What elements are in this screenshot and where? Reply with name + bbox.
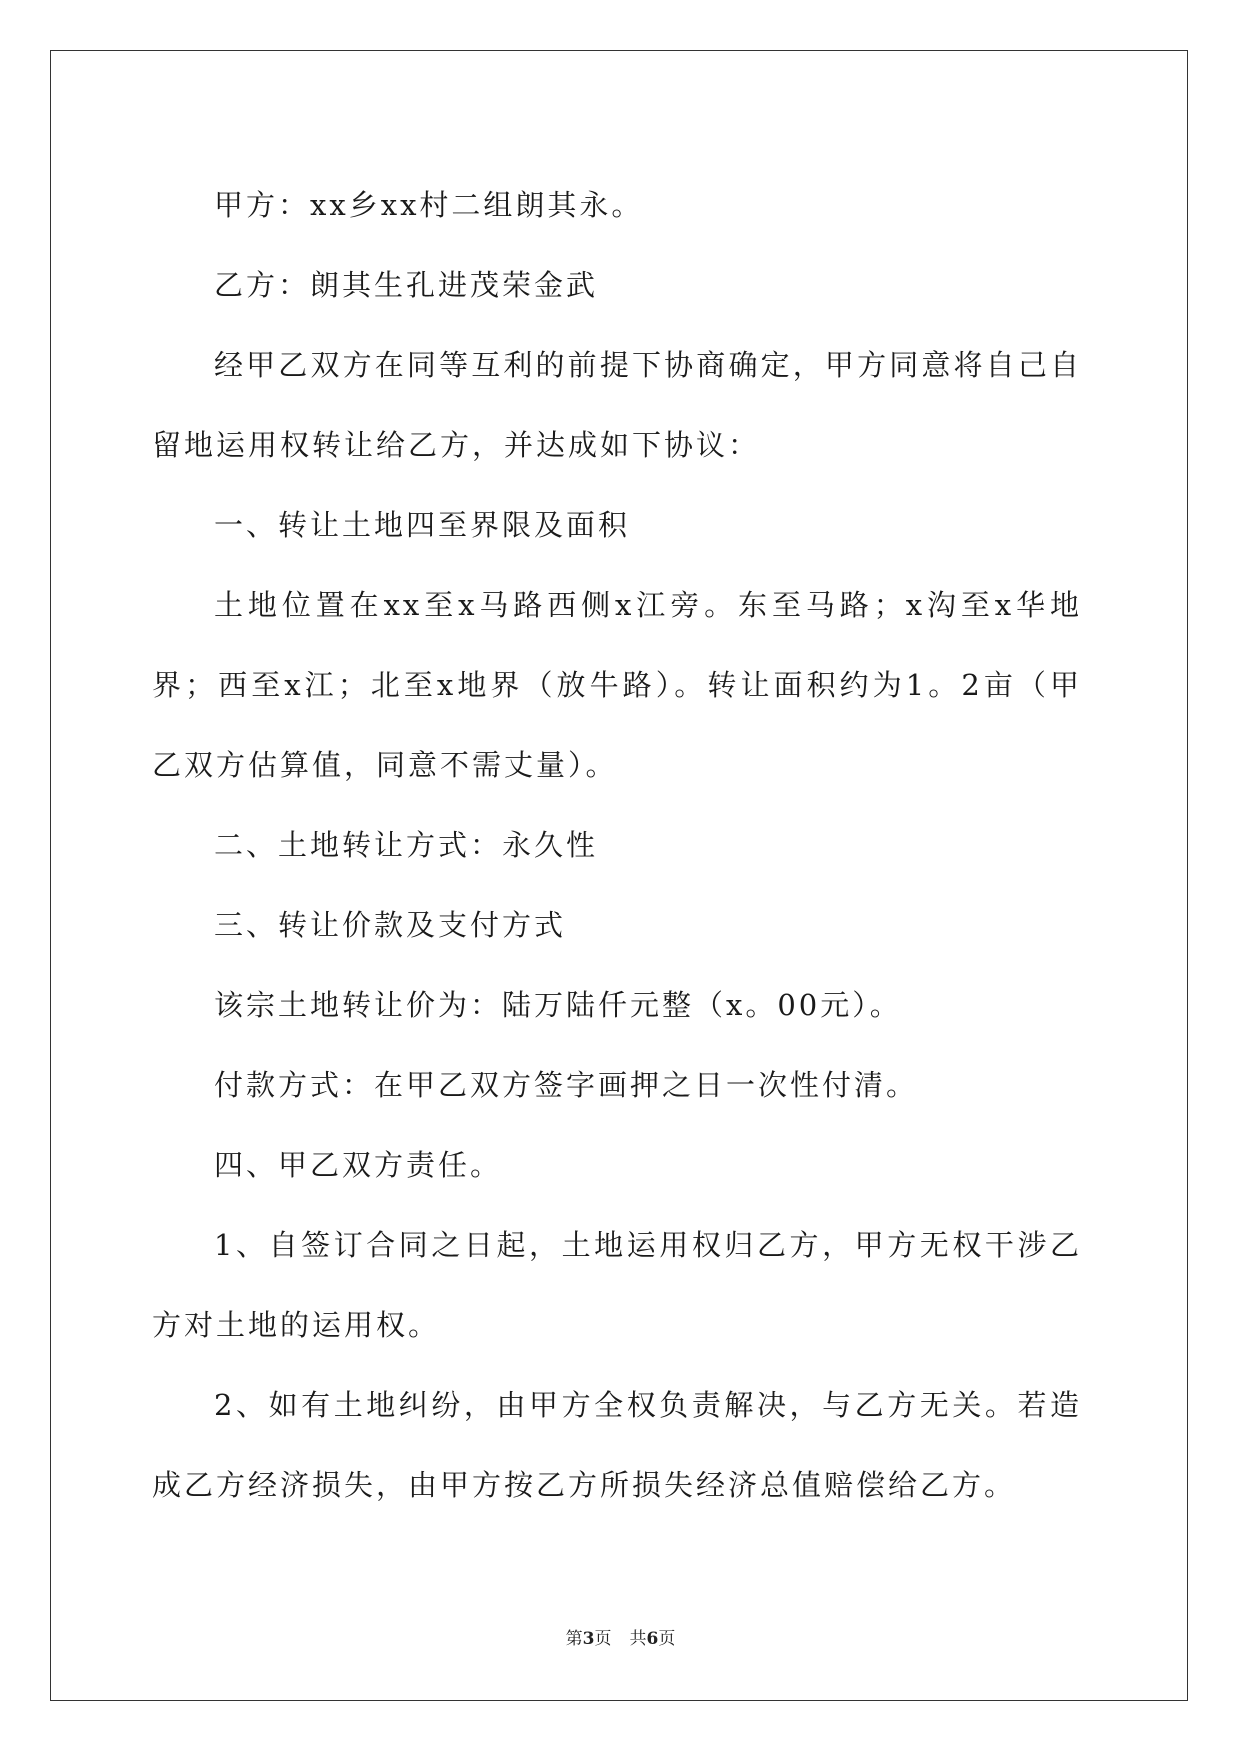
page-prefix: 第: [565, 1629, 583, 1649]
total-page-number: 6: [646, 1629, 659, 1649]
section-heading-4: 四、甲乙双方责任。: [214, 1148, 503, 1182]
page-footer: [0, 1628, 1241, 1650]
section-heading-1: 一、转让土地四至界限及面积: [214, 508, 631, 542]
land-boundary-paragraph: 土地位置在xx至x马路西侧x江旁。东至马路；x沟至x华地界；西至x江；北至x地界（放牛路）。转让面积约为1。2亩（甲乙双方估算值，同意不需丈量）。: [152, 588, 1082, 782]
agreement-intro: 经甲乙双方在同等互利的前提下协商确定，甲方同意将自己自留地运用权转让给乙方，并达成如下协议：: [152, 348, 1082, 462]
page-suffix: 页: [594, 1629, 612, 1649]
section-heading-3: 三、转让价款及支付方式: [214, 908, 567, 942]
transfer-price-line: 该宗土地转让价为：陆万陆仟元整（x。00元）。: [214, 988, 902, 1022]
party-b-line: 乙方：朗其生孔进茂荣金武: [214, 268, 599, 302]
total-suffix: 页: [658, 1629, 676, 1649]
total-prefix: 共: [629, 1629, 647, 1649]
party-a-line: 甲方：xx乡xx村二组朗其永。: [214, 188, 644, 222]
document-body: [152, 165, 1082, 1525]
clause-1: 1、自签订合同之日起，土地运用权归乙方，甲方无权干涉乙方对土地的运用权。: [152, 1228, 1082, 1342]
current-page-number: 3: [582, 1629, 595, 1649]
section-heading-2: 二、土地转让方式：永久性: [214, 828, 599, 862]
clause-2: 2、如有土地纠纷，由甲方全权负责解决，与乙方无关。若造成乙方经济损失，由甲方按乙方所损失经济总值赔偿给乙方。: [152, 1388, 1082, 1502]
payment-method-line: 付款方式：在甲乙双方签字画押之日一次性付清。: [214, 1068, 919, 1102]
